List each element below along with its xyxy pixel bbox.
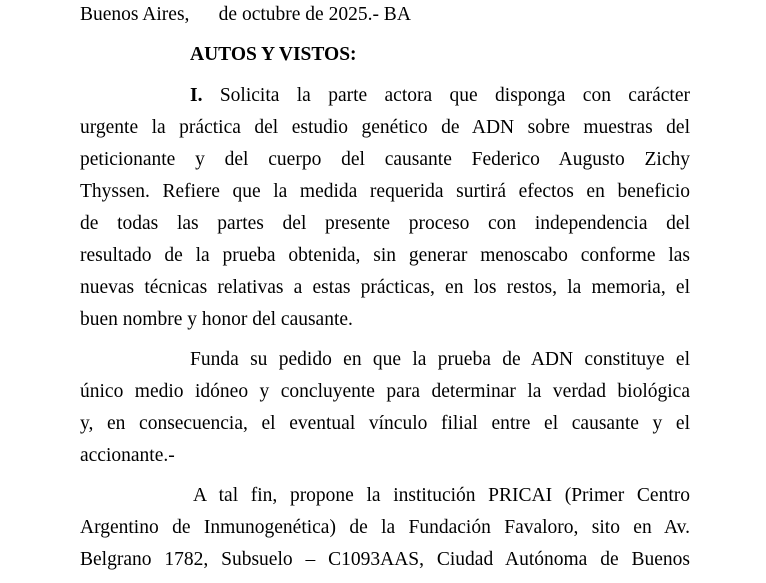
paragraph-line: urgente la práctica del estudio genético de ADN sobre muestras del [80, 117, 690, 138]
paragraph-line: Argentino de Inmunogenética) de la Fundación Favaloro, sito en Av. [80, 517, 690, 538]
paragraph-line: buen nombre y honor del causante. [80, 309, 353, 330]
paragraph-line: peticionante y del cuerpo del causante Federico Augusto Zichy [80, 149, 690, 170]
paragraph-line: I. Solicita la parte actora que disponga con carácter [190, 85, 690, 106]
section-title: AUTOS Y VISTOS: [190, 44, 357, 65]
paragraph-line: accionante.- [80, 445, 175, 466]
paragraph-line: Belgrano 1782, Subsuelo – C1093AAS, Ciudad Autónoma de Buenos [80, 549, 690, 570]
paragraph-line: de todas las partes del presente proceso con independencia del [80, 213, 690, 234]
paragraph-line: y, en consecuencia, el eventual vínculo filial entre el causante y el [80, 413, 690, 434]
paragraph-number: I. [190, 85, 203, 106]
place-date: Buenos Aires, de octubre de 2025.- BA [80, 4, 411, 25]
paragraph-line: nuevas técnicas relativas a estas prácticas, en los restos, la memoria, el [80, 277, 690, 298]
paragraph-line: resultado de la prueba obtenida, sin generar menoscabo conforme las [80, 245, 690, 266]
paragraph-line: Funda su pedido en que la prueba de ADN constituye el [190, 349, 690, 370]
paragraph-line: Thyssen. Refiere que la medida requerida surtirá efectos en beneficio [80, 181, 690, 202]
paragraph-line: A tal fin, propone la institución PRICAI (Primer Centro [193, 485, 690, 506]
paragraph-line: único medio idóneo y concluyente para determinar la verdad biológica [80, 381, 690, 402]
